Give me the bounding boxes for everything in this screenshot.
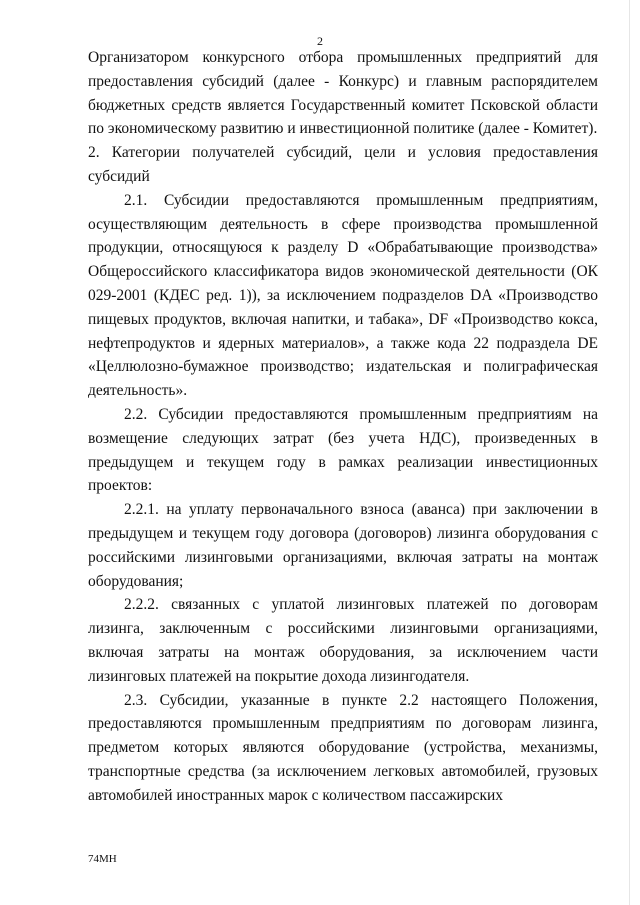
paragraph-2-1: 2.1. Субсидии предоставляются промышленным предприятиям, осуществляющим деятельность в сфере производства промышленной продукции, относящуюся к разделу D «Обрабатывающие производства» Общероссийского классификатора видов экономической деятельности (ОК 029-2001 (КДЕС ред. 1)), за исключением подразделов DA «Производство пищевых продуктов, включая напитки, и табака», DF «Производство кокса, нефтепродуктов и ядерных материалов», а также кода 22 подраздела DE «Целлюлозно-бумажное производство; издательская и полиграфическая деятельность». [88,191,598,400]
intro-paragraph: Организатором конкурсного отбора промышленных предприятий для предоставления субсидий (далее - Конкурс) и главным распорядителем бюджетных средств является Государственный комитет Псковской области по экономическому развитию и инвестиционной политике (далее - Комитет). [88,49,598,138]
document-body [88,46,598,808]
section-heading: 2. Категории получателей субсидий, цели и условия предоставления субсидий [88,144,598,185]
paragraph-2-3: 2.3. Субсидии, указанные в пункте 2.2 настоящего Положения, предоставляются промышленным предприятиям по договорам лизинга, предметом которых являются оборудование (устройства, механизмы, транспортные средства (за исключением легковых автомобилей, грузовых автомобилей иностранных марок с количеством пассажирских [88,691,598,804]
paragraph-2-2-2: 2.2.2. связанных с уплатой лизинговых платежей по договорам лизинга, заключенным с российскими лизинговыми организациями, включая затраты на монтаж оборудования, за исключением части лизинговых платежей на покрытие дохода лизингодателя. [88,596,598,685]
paragraph-2-2: 2.2. Субсидии предоставляются промышленным предприятиям на возмещение следующих затрат (без учета НДС), произведенных в предыдущем и текущем году в рамках реализации инвестиционных проектов: [88,405,598,495]
page-number: 2 [317,34,323,48]
paragraph-2-2-1: 2.2.1. на уплату первоначального взноса (аванса) при заключении в предыдущем и текущем году договора (договоров) лизинга оборудования с российскими лизинговыми организациями, включая затраты на монтаж оборудования; [88,501,598,590]
scan-edge-line [629,0,630,905]
footer-code: 74МН [88,853,117,865]
